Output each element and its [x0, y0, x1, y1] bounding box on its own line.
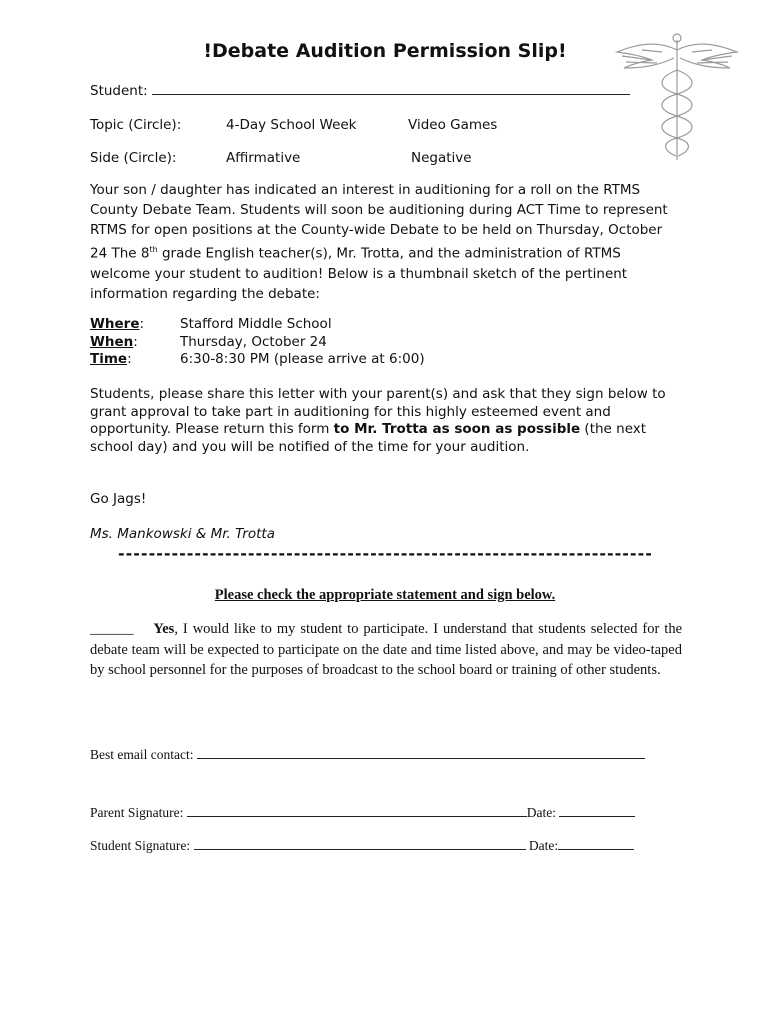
parent-signature-row — [90, 805, 670, 821]
closing: Go Jags! — [90, 491, 147, 507]
parent-date-line[interactable] — [559, 815, 635, 817]
student-label: Student: — [90, 83, 148, 99]
email-line[interactable] — [197, 757, 645, 759]
when-label: When — [90, 334, 134, 350]
intro-superscript: th — [149, 245, 158, 254]
side-row — [90, 150, 690, 166]
teacher-signature: Ms. Mankowski & Mr. Trotta — [90, 526, 275, 542]
student-signature-row — [90, 838, 670, 854]
intro-text-1: Your son / daughter has indicated an interest in auditioning for a roll on the RTMS County Debate Team. Students will soon be auditioning during ACT Time to represent RTMS for open positions at the County-wide Debate to be held on Thursday, October 24 The 8 — [90, 182, 668, 262]
detail-when: When: Thursday, October 24 — [90, 334, 327, 350]
email-label: Best email contact: — [90, 747, 194, 762]
topic-option-4day-week[interactable]: 4-Day School Week — [226, 117, 357, 133]
when-value: Thursday, October 24 — [180, 334, 327, 350]
yes-label: Yes — [153, 621, 175, 637]
student-date-line[interactable] — [558, 848, 634, 850]
instructions-paragraph — [90, 386, 680, 456]
topic-row — [90, 117, 690, 133]
yes-checkbox-blank[interactable]: ______ — [90, 621, 134, 637]
where-label: Where — [90, 316, 140, 332]
topic-label: Topic (Circle): — [90, 117, 182, 133]
email-field[interactable] — [90, 747, 645, 763]
agreement-statement — [90, 619, 682, 681]
check-heading: Please check the appropriate statement and sign below. — [214, 587, 556, 603]
detail-where: Where: Stafford Middle School — [90, 316, 332, 332]
time-label: Time — [90, 351, 128, 367]
agreement-text: , I would like to my student to participate. I understand that students selected for the debate team will be expected to participate on the date and time listed above, and may be video-taped by school personnel for the purposes of broadcast to the school board or training of other students. — [90, 621, 683, 678]
student-signature-label: Student Signature: — [90, 838, 191, 853]
side-option-affirmative[interactable]: Affirmative — [226, 150, 301, 166]
student-signature-line[interactable] — [194, 848, 526, 850]
student-name-line[interactable] — [152, 93, 630, 95]
instructions-bold: to Mr. Trotta as soon as possible — [333, 421, 581, 437]
student-date-label: Date: — [528, 838, 559, 853]
instructions-text-2: (the next school day) and you will be notified of the time for your audition. — [90, 421, 647, 455]
parent-date-label: Date: — [526, 805, 556, 820]
parent-signature-line[interactable] — [187, 815, 527, 817]
parent-signature-label: Parent Signature: — [90, 805, 184, 820]
cut-divider: ---------------------------------------------------------------------- — [118, 544, 653, 563]
student-field[interactable] — [90, 83, 630, 99]
caduceus-icon — [612, 30, 742, 165]
document-title: !Debate Audition Permission Slip! — [203, 40, 567, 62]
detail-time: Time: 6:30-8:30 PM (please arrive at 6:00) — [90, 351, 425, 367]
where-value: Stafford Middle School — [180, 316, 332, 332]
side-label: Side (Circle): — [90, 150, 177, 166]
time-value: 6:30-8:30 PM (please arrive at 6:00) — [180, 351, 425, 367]
side-option-negative[interactable]: Negative — [411, 150, 472, 166]
instructions-text-1: Students, please share this letter with your parent(s) and ask that they sign below to grant approval to take part in auditioning for this highly esteemed event and opportunity. Please return this form — [90, 386, 666, 437]
intro-paragraph — [90, 180, 670, 304]
topic-option-video-games[interactable]: Video Games — [408, 117, 498, 133]
intro-text-2: grade English teacher(s), Mr. Trotta, and the administration of RTMS welcome your student to audition! Below is a thumbnail sketch of the pertinent information regarding the debate: — [90, 245, 628, 302]
